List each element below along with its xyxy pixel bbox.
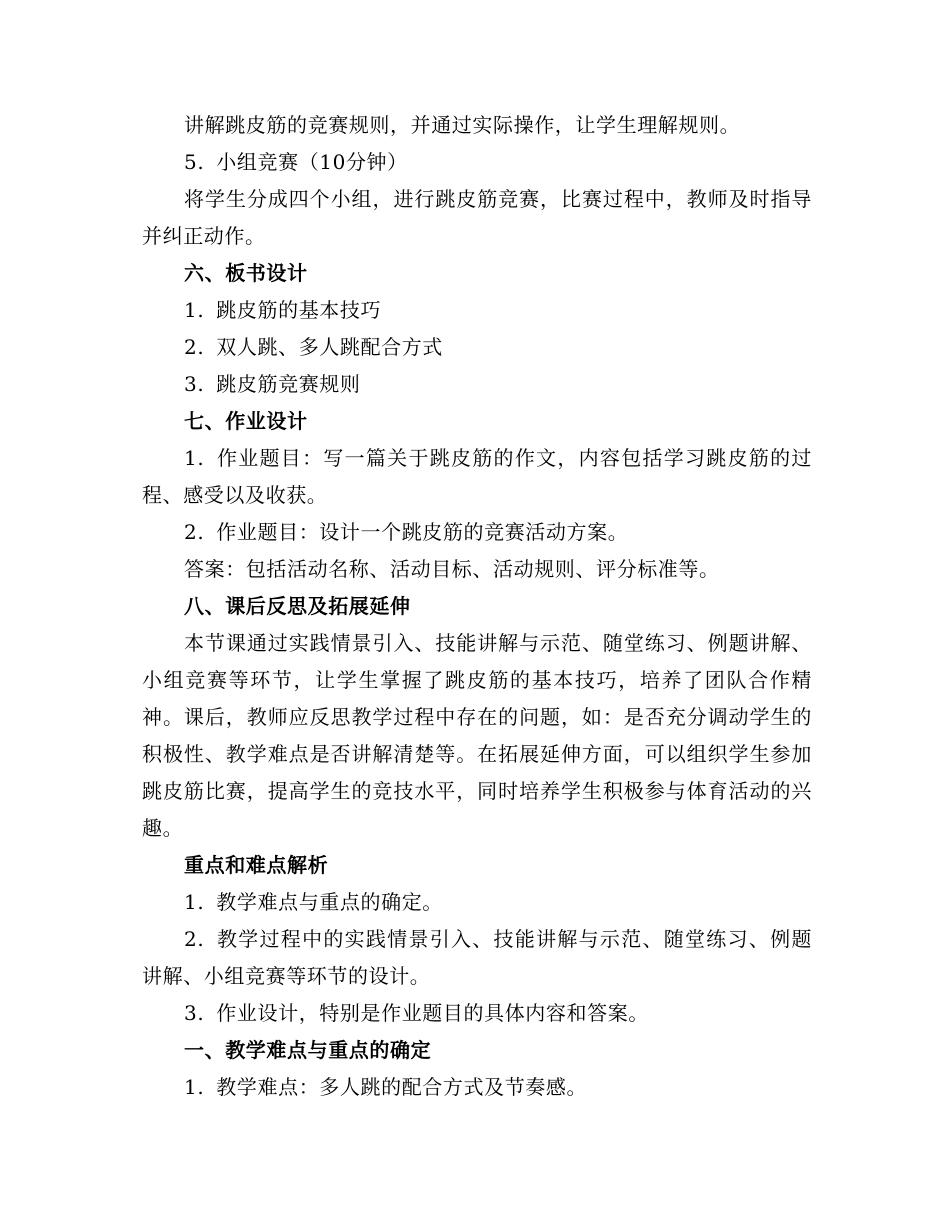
list-item-text: 小组竞赛（10分钟） bbox=[216, 150, 408, 174]
list-item-number: 1. bbox=[184, 446, 205, 470]
list-item bbox=[142, 921, 812, 995]
list-item-text: 跳皮筋的基本技巧 bbox=[216, 298, 382, 322]
list-item bbox=[142, 514, 812, 551]
list-item-text: 作业题目：写一篇关于跳皮筋的作文，内容包括学习跳皮筋的过程、感受以及收获。 bbox=[142, 446, 812, 507]
list-item-text: 教学过程中的实践情景引入、技能讲解与示范、随堂练习、例题讲解、小组竞赛等环节的设计。 bbox=[142, 927, 812, 988]
list-item-number: 2. bbox=[184, 335, 205, 359]
list-item-text: 双人跳、多人跳配合方式 bbox=[216, 335, 443, 359]
section-heading: 重点和难点解析 bbox=[184, 853, 329, 877]
list-item-number: 5. bbox=[184, 150, 205, 174]
list-item-text: 作业设计，特别是作业题目的具体内容和答案。 bbox=[216, 1001, 649, 1025]
section-heading: 六、板书设计 bbox=[184, 261, 308, 285]
list-item bbox=[142, 366, 812, 403]
list-item-text: 教学难点：多人跳的配合方式及节奏感。 bbox=[216, 1075, 588, 1099]
list-item bbox=[142, 1069, 812, 1106]
list-item bbox=[142, 440, 812, 514]
body-paragraph: 答案：包括活动名称、活动目标、活动规则、评分标准等。 bbox=[184, 557, 720, 581]
body-paragraph: 将学生分成四个小组，进行跳皮筋竞赛，比赛过程中，教师及时指导并纠正动作。 bbox=[142, 187, 812, 248]
list-item-number: 2. bbox=[184, 927, 205, 951]
section-heading: 七、作业设计 bbox=[184, 409, 308, 433]
list-item bbox=[142, 884, 812, 921]
list-item-number: 1. bbox=[184, 298, 205, 322]
list-item-number: 1. bbox=[184, 1075, 205, 1099]
list-item-number: 3. bbox=[184, 372, 205, 396]
document-body bbox=[142, 107, 812, 1106]
body-paragraph: 讲解跳皮筋的竞赛规则，并通过实际操作，让学生理解规则。 bbox=[184, 113, 741, 137]
list-item-number: 2. bbox=[184, 520, 205, 544]
list-item bbox=[142, 329, 812, 366]
list-item-text: 作业题目：设计一个跳皮筋的竞赛活动方案。 bbox=[216, 520, 629, 544]
list-item bbox=[142, 995, 812, 1032]
list-item-text: 教学难点与重点的确定。 bbox=[216, 890, 443, 914]
section-heading: 一、教学难点与重点的确定 bbox=[184, 1038, 432, 1062]
section-heading: 八、课后反思及拓展延伸 bbox=[184, 594, 411, 618]
list-item-text: 跳皮筋竞赛规则 bbox=[216, 372, 361, 396]
list-item bbox=[142, 144, 812, 181]
list-item bbox=[142, 292, 812, 329]
list-item-number: 1. bbox=[184, 890, 205, 914]
body-paragraph: 本节课通过实践情景引入、技能讲解与示范、随堂练习、例题讲解、小组竞赛等环节，让学生掌握了跳皮筋的基本技巧，培养了团队合作精神。课后，教师应反思教学过程中存在的问题，如：是否充分调动学生的积极性、教学难点是否讲解清楚等。在拓展延伸方面，可以组织学生参加跳皮筋比赛，提高学生的竞技水平，同时培养学生积极参与体育活动的兴趣。 bbox=[142, 631, 812, 840]
list-item-number: 3. bbox=[184, 1001, 205, 1025]
